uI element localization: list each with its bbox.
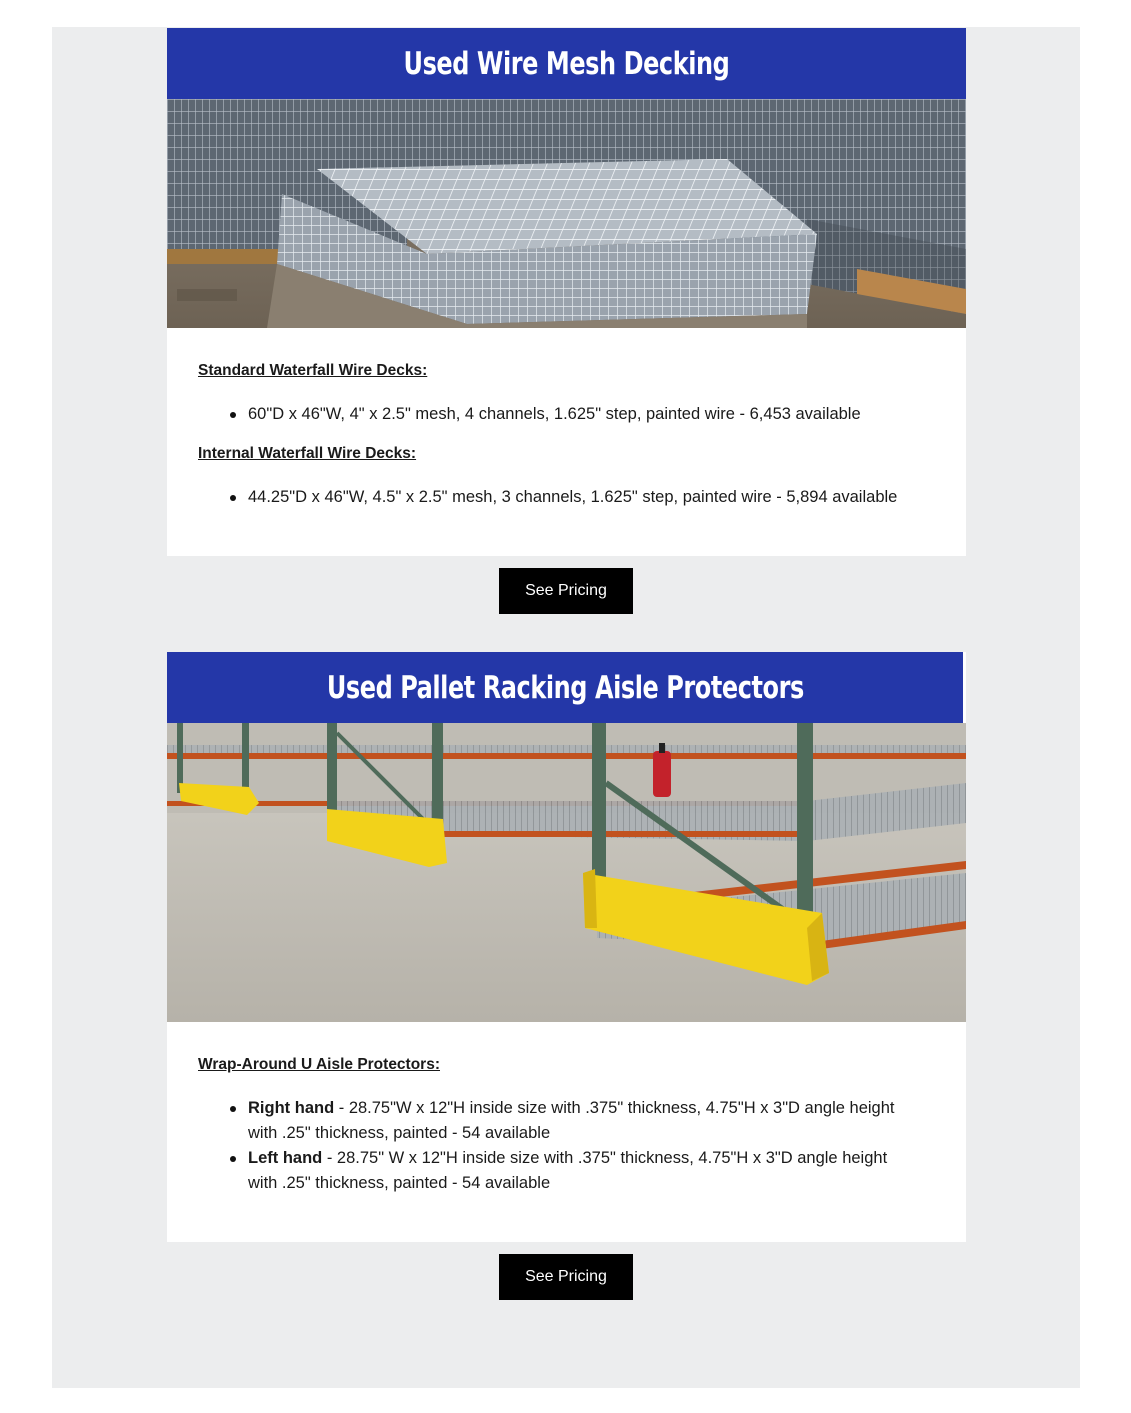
section-title: Used Wire Mesh Decking [403,45,730,82]
spec-list-standard [198,402,935,427]
spec-item [248,402,935,427]
spec-text: 44.25"D x 46"W, 4.5" x 2.5" mesh, 3 channels, 1.625" step, painted wire - 5,894 available [248,488,898,506]
newsletter-canvas [52,27,1080,1388]
spec-item [248,485,935,510]
spec-item-left-hand [248,1146,895,1196]
wire-decking-photo [167,99,966,328]
group-heading-wrap-around: Wrap-Around U Aisle Protectors: [198,1056,440,1073]
group-heading-internal: Internal Waterfall Wire Decks: [198,445,417,462]
spec-list-internal [198,485,935,510]
section-title-header [167,652,963,723]
section-title-header [167,28,966,99]
spec-list-wrap-around [198,1096,935,1196]
spec-text: - 28.75"W x 12"H inside size with .375" thickness, 4.75"H x 3"D angle height with .25" thickness, painted - 54 available [248,1099,895,1142]
wire-decking-card [167,28,966,556]
spec-item-right-hand [248,1096,895,1146]
aisle-protectors-photo [167,723,966,1022]
aisle-protectors-card [167,652,966,1242]
spec-lead: Right hand [248,1099,335,1117]
spec-text: 60"D x 46"W, 4" x 2.5" mesh, 4 channels, 1.625" step, painted wire - 6,453 available [248,405,861,423]
spec-lead: Left hand [248,1149,323,1167]
spec-text: - 28.75" W x 12"H inside size with .375" thickness, 4.75"H x 3"D angle height with .25" thickness, painted - 54 available [248,1149,888,1192]
see-pricing-button[interactable]: See Pricing [499,1254,633,1300]
section-title: Used Pallet Racking Aisle Protectors [326,669,804,706]
see-pricing-button[interactable]: See Pricing [499,568,633,614]
group-heading-standard: Standard Waterfall Wire Decks: [198,362,428,379]
